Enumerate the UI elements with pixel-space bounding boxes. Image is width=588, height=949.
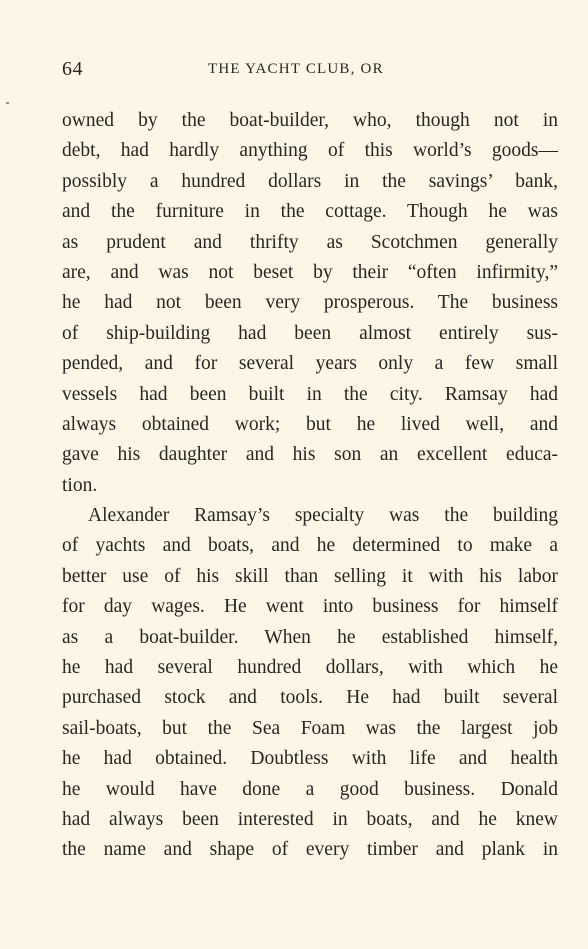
text-line: are, and was not beset by their “often infirmity,” [62,261,558,283]
text-line: he had obtained. Doubtless with life and health [62,748,558,770]
text-line: for day wages. He went into business for himself [62,596,558,618]
text-line: always obtained work; but he lived well, and [62,413,558,435]
text-line: as a boat-builder. When he established himself, [62,626,558,648]
text-line: purchased stock and tools. He had built several [62,687,558,709]
text-line: Alexander Ramsay’s specialty was the building [88,505,558,527]
text-line: he had several hundred dollars, with which he [62,657,558,679]
text-line: sail-boats, but the Sea Foam was the largest job [62,717,558,739]
page-number: 64 [62,58,83,80]
text-line: he would have done a good business. Donald [62,778,558,800]
text-line: of ship-building had been almost entirely sus- [62,322,558,344]
text-line: owned by the boat-builder, who, though not in [62,110,558,131]
page-header [62,58,556,82]
text-line: pended, and for several years only a few small [62,353,558,375]
text-line: he had not been very prosperous. The business [62,292,558,314]
text-line: as prudent and thrifty as Scotchmen generally [62,231,558,253]
text-line: had always been interested in boats, and he knew [62,808,558,830]
text-line: and the furniture in the cottage. Though he was [62,201,558,223]
text-line: the name and shape of every timber and plank in [62,839,558,861]
text-line: vessels had been built in the city. Ramsay had [62,383,558,405]
text-line: possibly a hundred dollars in the savings’ bank, [62,170,558,192]
margin-speck [6,102,9,104]
running-head: THE YACHT CLUB, OR [208,61,384,77]
text-line: tion. [62,474,98,496]
paragraph-2 [62,501,558,866]
paragraph-1 [62,106,558,501]
body-text [62,106,558,866]
text-line: better use of his skill than selling it with his labor [62,565,558,587]
text-line: of yachts and boats, and he determined to make a [62,535,558,557]
text-line: debt, had hardly anything of this world’s goods— [62,140,558,162]
text-line: gave his daughter and his son an excellent educa- [62,444,558,466]
